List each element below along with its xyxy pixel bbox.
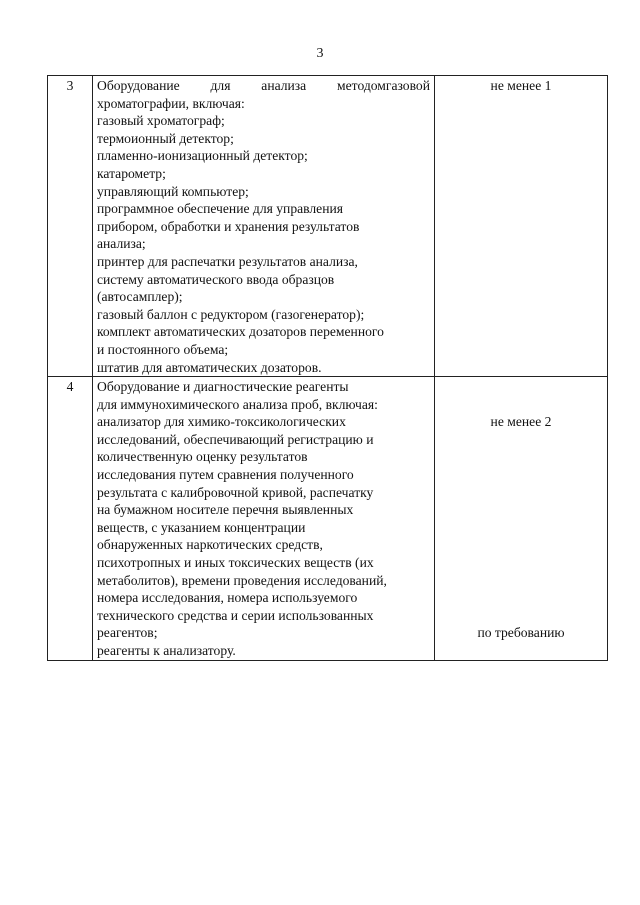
description-line: программное обеспечение для управления <box>97 201 344 217</box>
description-line: реагенты к анализатору. <box>97 643 236 658</box>
description-line: газовый хроматограф; <box>97 113 225 129</box>
description-line: штатив для автоматических дозаторов. <box>97 359 322 375</box>
description-line: Оборудование и диагностические реагенты <box>97 379 349 395</box>
description-line: принтер для распечатки результатов анализа, <box>97 253 358 269</box>
description-line: прибором, обработки и хранения результатов <box>97 218 360 234</box>
row-quantity <box>435 377 608 661</box>
description-line: метаболитов), времени проведения исследований, <box>97 572 387 588</box>
row-number: 3 <box>48 76 93 377</box>
description-line: (автосамплер); <box>97 289 183 305</box>
row-description <box>93 377 435 661</box>
row-quantity <box>435 76 608 377</box>
quantity-analyzer-value: не менее 2 <box>490 414 552 430</box>
row-number: 4 <box>48 377 93 661</box>
description-line: анализа; <box>97 236 146 252</box>
description-line: катарометр; <box>97 165 166 181</box>
description-line: технического средства и серии использованных <box>97 607 374 623</box>
description-line: управляющий компьютер; <box>97 183 249 199</box>
quantity-value: не менее 1 <box>490 78 552 93</box>
description-line: пламенно-ионизационный детектор; <box>97 148 308 164</box>
description-line: обнаруженных наркотических средств, <box>97 537 323 553</box>
description-line: систему автоматического ввода образцов <box>97 271 335 287</box>
description-line: для иммунохимического анализа проб, включая: <box>97 396 378 412</box>
quantity-reagents-value: по требованию <box>477 625 565 641</box>
table-row <box>48 377 608 661</box>
description-line: номера исследования, номера используемого <box>97 590 358 606</box>
equipment-table <box>47 75 608 661</box>
table-row <box>48 76 608 377</box>
description-line: термоионный детектор; <box>97 130 234 146</box>
description-line: и постоянного объема; <box>97 341 229 357</box>
description-line: на бумажном носителе перечня выявленных <box>97 502 354 518</box>
description-line: реагентов; <box>97 625 158 641</box>
description-line: анализатор для химико-токсикологических <box>97 414 346 430</box>
description-line: исследования путем сравнения полученного <box>97 467 354 483</box>
description-line: комплект автоматических дозаторов переменного <box>97 324 384 340</box>
description-first-line: Оборудование для анализа методомгазовой <box>97 78 430 93</box>
description-line: исследований, обеспечивающий регистрацию и <box>97 431 374 447</box>
row-description <box>93 76 435 377</box>
description-line: результата с калибровочной кривой, распечатку <box>97 484 374 500</box>
description-line: веществ, с указанием концентрации <box>97 519 306 535</box>
description-line: психотропных и иных токсических веществ (их <box>97 555 374 571</box>
description-line: газовый баллон с редуктором (газогенератор); <box>97 306 365 322</box>
page-number: 3 <box>316 46 324 61</box>
description-line: количественную оценку результатов <box>97 449 308 465</box>
description-line: хроматографии, включая: <box>97 95 245 111</box>
